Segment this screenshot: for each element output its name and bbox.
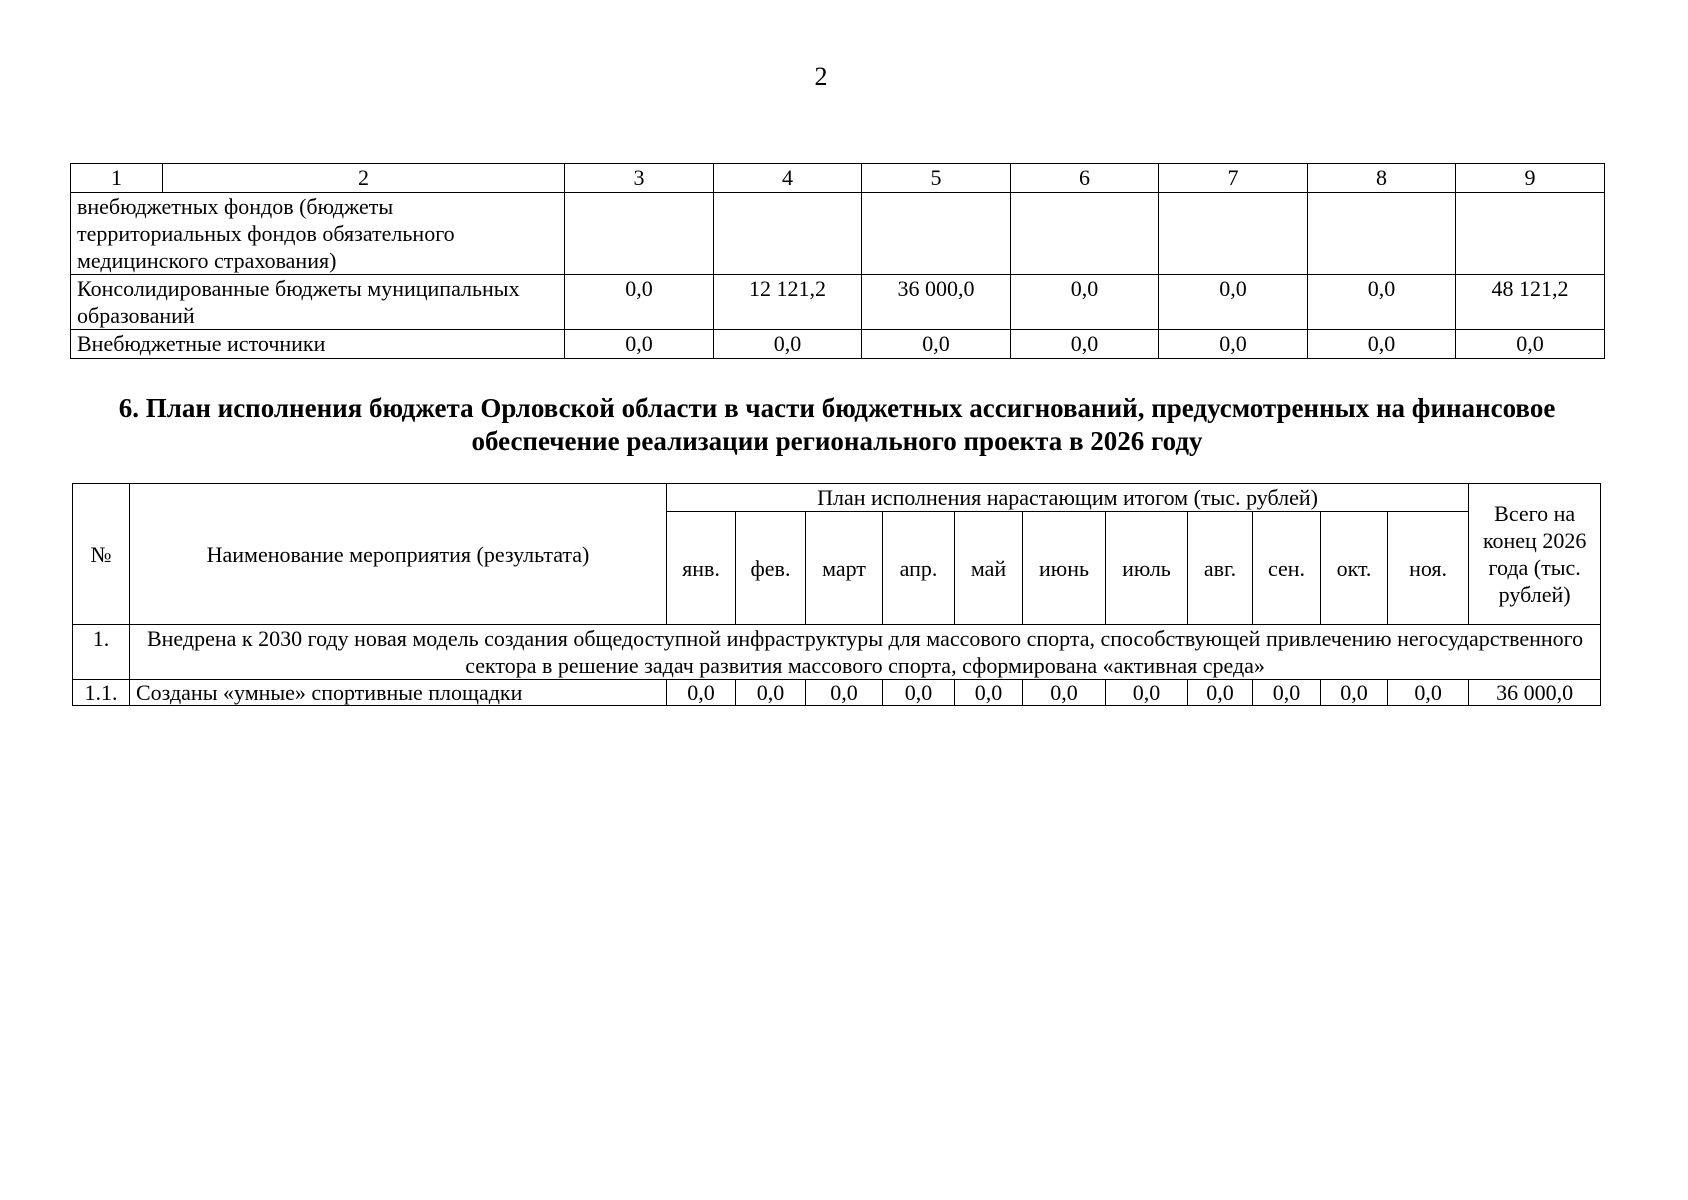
month-header: июль: [1106, 512, 1188, 625]
table-cell: 0,0: [1011, 330, 1159, 359]
month-value: 0,0: [806, 680, 883, 706]
table-cell: [862, 193, 1011, 275]
month-header: сен.: [1253, 512, 1321, 625]
column-header-name: Наименование мероприятия (результата): [130, 484, 667, 625]
month-header: авг.: [1188, 512, 1253, 625]
table-cell: [714, 193, 862, 275]
month-header: ноя.: [1388, 512, 1469, 625]
table-cell: 0,0: [1159, 275, 1308, 330]
row-label: Консолидированные бюджеты муниципальных образований: [71, 275, 565, 330]
table-cell: 0,0: [1308, 330, 1456, 359]
table-cell: 0,0: [862, 330, 1011, 359]
column-number: 5: [862, 164, 1011, 193]
month-header: окт.: [1321, 512, 1388, 625]
item-name: Созданы «умные» спортивные площадки: [130, 680, 667, 706]
table-cell: 0,0: [1011, 275, 1159, 330]
table-cell: [1159, 193, 1308, 275]
month-value: 0,0: [1253, 680, 1321, 706]
column-number: 4: [714, 164, 862, 193]
column-header-total: Всего на конец 2026 года (тыс. рублей): [1469, 484, 1601, 625]
table-cell: 0,0: [565, 330, 714, 359]
table-row: [71, 275, 1605, 330]
table-cell: 0,0: [1159, 330, 1308, 359]
column-number: 2: [163, 164, 565, 193]
column-number-row: [71, 164, 1605, 193]
table-cell: 0,0: [714, 330, 862, 359]
row-label: внебюджетных фондов (бюджеты территориальных фондов обязательного медицинского страхования): [71, 193, 565, 275]
month-header: май: [955, 512, 1023, 625]
table-cell: 0,0: [1456, 330, 1605, 359]
table-cell: [1011, 193, 1159, 275]
month-value: 0,0: [1188, 680, 1253, 706]
month-value: 0,0: [736, 680, 806, 706]
month-value: 0,0: [1321, 680, 1388, 706]
table-cell: 0,0: [565, 275, 714, 330]
month-value: 0,0: [955, 680, 1023, 706]
month-value: 0,0: [1023, 680, 1106, 706]
month-value: 0,0: [883, 680, 955, 706]
section-title: 6. План исполнения бюджета Орловской области в части бюджетных ассигнований, предусмотренных на финансовое обеспечение реализации регионального проекта в 2026 году: [118, 393, 1556, 456]
month-header: июнь: [1023, 512, 1106, 625]
item-number: 1.1.: [73, 680, 130, 706]
column-number: 6: [1011, 164, 1159, 193]
table-cell: [565, 193, 714, 275]
column-header-number: №: [73, 484, 130, 625]
row-label: Внебюджетные источники: [71, 330, 565, 359]
group-description: Внедрена к 2030 году новая модель создания общедоступной инфраструктуры для массового спорта, способствующей привлечению негосударственного сектора в решение задач развития массового спорта, сформирована «активная среда»: [130, 625, 1601, 680]
total-value: 36 000,0: [1469, 680, 1601, 706]
month-value: 0,0: [1388, 680, 1469, 706]
table-cell: [1308, 193, 1456, 275]
page-number: 2: [814, 62, 828, 91]
month-header: апр.: [883, 512, 955, 625]
table-cell: 0,0: [1308, 275, 1456, 330]
table-row: [73, 680, 1601, 706]
table-row: [71, 330, 1605, 359]
column-number: 7: [1159, 164, 1308, 193]
table-cell: 36 000,0: [862, 275, 1011, 330]
column-number: 9: [1456, 164, 1605, 193]
month-header: фев.: [736, 512, 806, 625]
column-number: 3: [565, 164, 714, 193]
header-row: [73, 484, 1601, 512]
table-cell: [1456, 193, 1605, 275]
continuation-table: [70, 163, 1605, 359]
group-number: 1.: [73, 625, 130, 680]
table-cell: 12 121,2: [714, 275, 862, 330]
column-number: 1: [71, 164, 163, 193]
table-cell: 48 121,2: [1456, 275, 1605, 330]
budget-plan-table: [72, 483, 1601, 706]
table-row: [71, 193, 1605, 275]
month-value: 0,0: [1106, 680, 1188, 706]
month-value: 0,0: [667, 680, 736, 706]
month-header: март: [806, 512, 883, 625]
column-number: 8: [1308, 164, 1456, 193]
group-row: [73, 625, 1601, 680]
month-header: янв.: [667, 512, 736, 625]
column-header-plan: План исполнения нарастающим итогом (тыс. рублей): [667, 484, 1469, 512]
